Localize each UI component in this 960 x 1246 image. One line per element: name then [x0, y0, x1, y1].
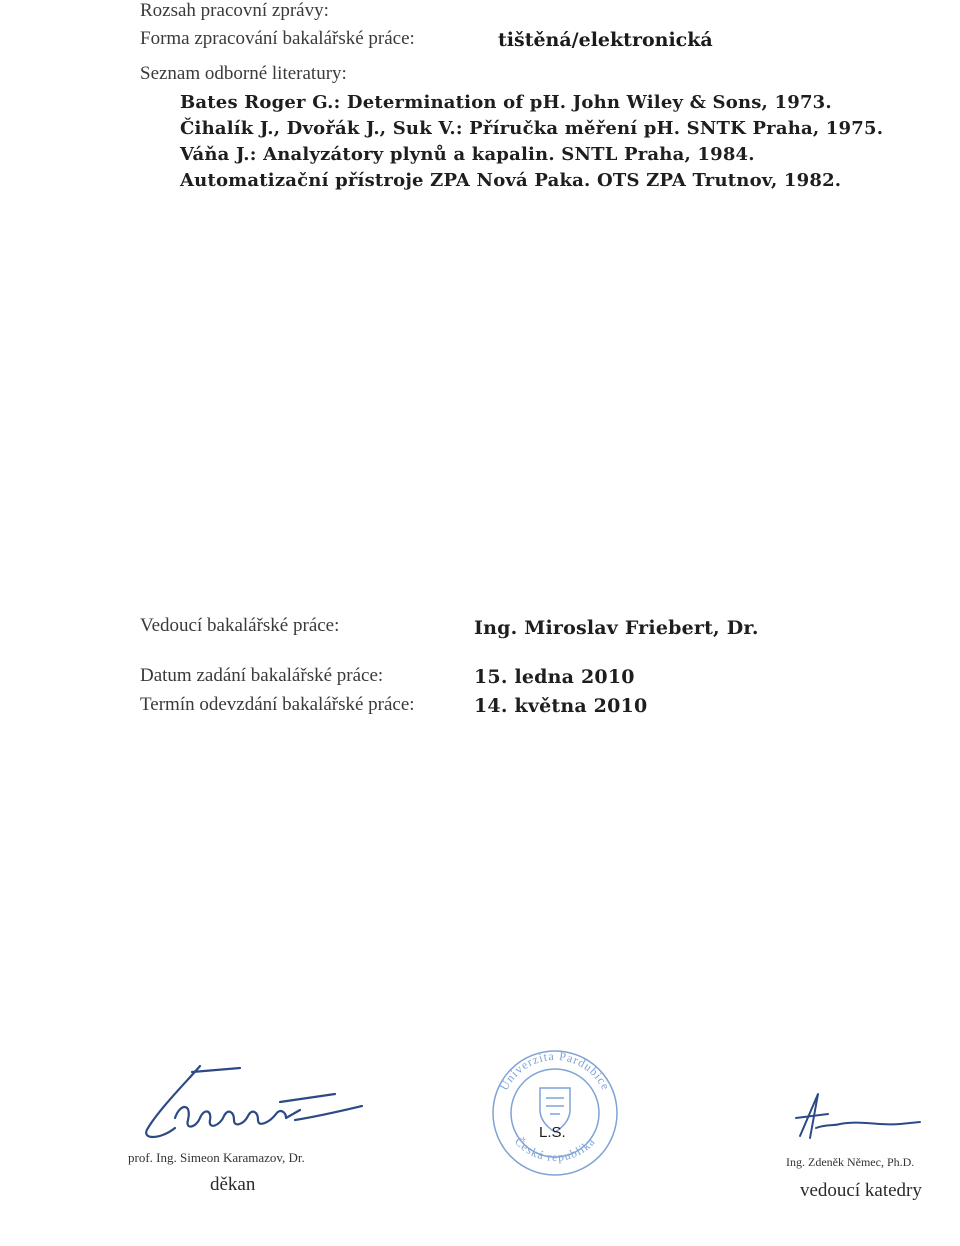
stamp-ring-text: Univerzita Pardubice — [496, 1048, 614, 1093]
form-label: Forma zpracování bakalářské práce: — [140, 28, 415, 49]
assignment-date-label: Datum zadání bakalářské práce: — [140, 665, 384, 686]
deadline-label: Termín odevzdání bakalářské práce: — [140, 694, 415, 715]
assignment-date-value: 15. ledna 2010 — [474, 666, 635, 688]
dean-title: děkan — [210, 1174, 256, 1195]
supervisor-value: Ing. Miroslav Friebert, Dr. — [474, 617, 759, 639]
stamp-bottom-text: Česká republika — [511, 1134, 599, 1165]
head-name: Ing. Zdeněk Němec, Ph.D. — [786, 1155, 915, 1169]
reference-item: Bates Roger G.: Determination of pH. John Wiley & Sons, 1973. — [180, 92, 832, 113]
stamp-ls: L.S. — [539, 1124, 566, 1141]
dean-signature — [130, 1058, 370, 1148]
svg-text:Univerzita Pardubice — [497, 1049, 613, 1093]
reference-item: Váňa J.: Analyzátory plynů a kapalin. SNTL Praha, 1984. — [180, 144, 755, 165]
reference-item: Automatizační přístroje ZPA Nová Paka. OTS ZPA Trutnov, 1982. — [180, 170, 842, 191]
literature-label: Seznam odborné literatury: — [140, 63, 347, 84]
scope-label: Rozsah pracovní zprávy: — [140, 0, 329, 21]
dean-name: prof. Ing. Simeon Karamazov, Dr. — [128, 1150, 305, 1165]
reference-item: Čihalík J., Dvořák J., Suk V.: Příručka měření pH. SNTK Praha, 1975. — [180, 118, 884, 139]
supervisor-label: Vedoucí bakalářské práce: — [140, 615, 340, 636]
university-stamp — [490, 1048, 620, 1178]
head-signature — [780, 1088, 940, 1148]
form-value: tištěná/elektronická — [498, 29, 713, 51]
deadline-value: 14. května 2010 — [474, 695, 648, 717]
head-title: vedoucí katedry — [800, 1180, 922, 1201]
